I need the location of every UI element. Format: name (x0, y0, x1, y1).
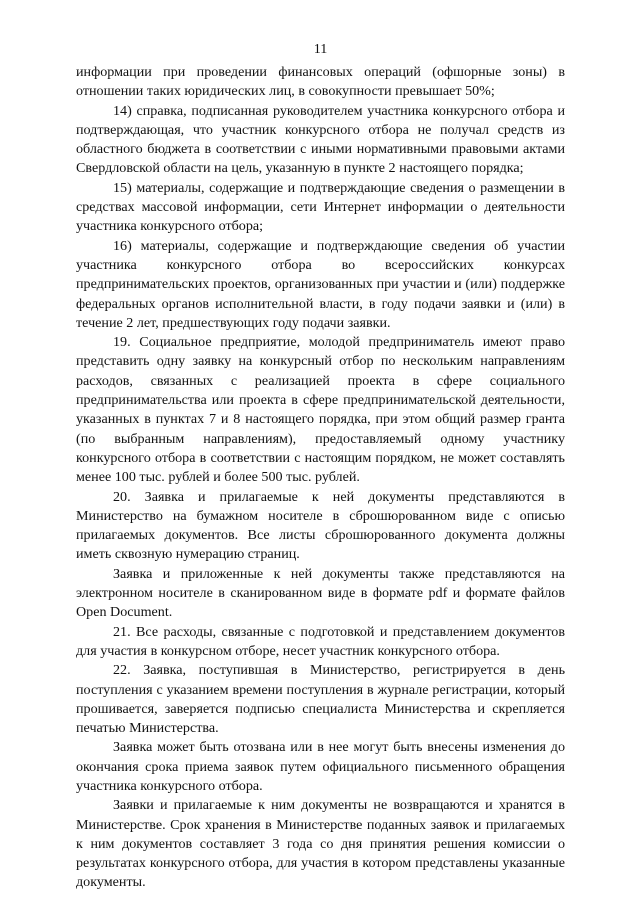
paragraph-item-14: 14) справка, подписанная руководителем участника конкурсного отбора и подтверждающая, что участник конкурсного отбора не получал средств из областного бюджета в соответствии с иными нормативными правовыми актами Свердловской области на цель, указанную в пункте 2 настоящего порядка; (76, 102, 565, 177)
paragraph-continuation: информации при проведении финансовых операций (офшорные зоны) в отношении таких юридических лиц, в совокупности превышает 50%; (76, 64, 565, 100)
paragraph-clause-22: 22. Заявка, поступившая в Министерство, регистрируется в день поступления с указанием времени поступления в журнале регистрации, который прошивается, заверяется подписью специалиста Министерства и скрепляется печатью Министерства. (76, 662, 565, 737)
paragraph-clause-22-storage: Заявки и прилагаемые к ним документы не возвращаются и хранятся в Министерстве. Срок хранения в Министерстве поданных заявок и прилагаемых к ним документов составляет 3 года со дня принятия решения комиссии о результатах конкурсного отбора, для участия в котором представлены указанные документы. (76, 797, 565, 891)
paragraph-clause-19: 19. Социальное предприятие, молодой предприниматель имеют право представить одну заявку на конкурсный отбор по нескольким направлениям расходов, связанных с реализацией проекта в сфере социального предпринимательства или проекта в сфере предпринимательской деятельности, указанных в пунктах 7 и 8 настоящего порядка, при этом общий размер гранта (по выбранным направлениям), предоставляемый одному участнику конкурсного отбора в соответствии с настоящим порядком, не может составлять менее 100 тыс. рублей и более 500 тыс. рублей. (76, 334, 565, 486)
paragraph-clause-20: 20. Заявка и прилагаемые к ней документы представляются в Министерство на бумажном носителе в сброшюрованном виде с описью прилагаемых документов. Все листы сброшюрованного документа должны иметь сквозную нумерацию страниц. (76, 488, 565, 563)
paragraph-clause-22-withdrawal: Заявка может быть отозвана или в нее могут быть внесены изменения до окончания срока приема заявок путем официального письменного обращения участника конкурсного отбора. (76, 739, 565, 794)
document-page (76, 40, 565, 893)
paragraph-item-16: 16) материалы, содержащие и подтверждающие сведения об участии участника конкурсного отбора во всероссийских конкурсах предпринимательских проектов, организованных при участии и (или) поддержке федеральных органов исполнительной власти, в году подачи заявки и (или) в течение 2 лет, предшествующих году подачи заявки. (76, 237, 565, 331)
paragraph-clause-21: 21. Все расходы, связанные с подготовкой и представлением документов для участия в конкурсном отборе, несет участник конкурсного отбора. (76, 623, 565, 659)
page-number: 11 (313, 41, 328, 57)
paragraph-item-15: 15) материалы, содержащие и подтверждающие сведения о размещении в средствах массовой информации, сети Интернет информации о деятельности участника конкурсного отбора; (76, 179, 565, 235)
paragraph-clause-20-electronic: Заявка и приложенные к ней документы также представляются на электронном носителе в сканированном виде в формате pdf и формате файлов Open Document. (76, 565, 565, 621)
